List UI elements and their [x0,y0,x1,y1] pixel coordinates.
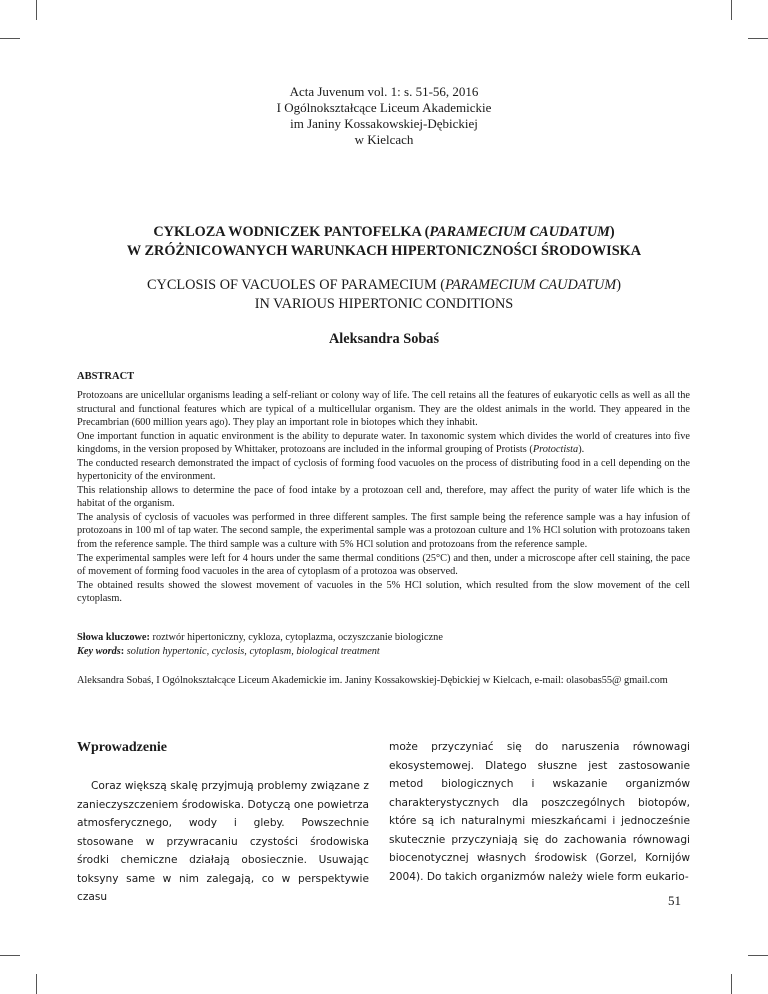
right-column [389,738,690,886]
keywords-text: roztwór hipertoniczny, cykloza, cytoplazma, oczyszczanie biologiczne [149,632,443,643]
abstract-heading: ABSTRACT [77,371,135,382]
keywords-block [77,631,690,658]
abstract-paragraph: The conducted research demonstrated the impact of cyclosis of forming food vacuoles on the process of distributing food in a cell depending on the hypertonicity of the environment. [77,457,690,483]
page-number: 51 [668,893,681,908]
abstract-paragraph: The experimental samples were left for 4 hours under the same thermal conditions (25°C) and then, under a microscope after cell staining, the pace of movement of forming food vacuoles in the area of cytoplasm of a protozoa was observed. [77,552,690,578]
author-name: Aleksandra Sobaś [328,331,440,347]
keywords-polish [77,631,690,645]
abstract-paragraph [77,430,690,457]
title-text: CYKLOZA WODNICZEK PANTOFELKA ( [153,224,430,240]
species-name: PARAMECIUM CAUDATUM [429,224,610,240]
body-paragraph: może przyczyniać się do naruszenia równowagi ekosystemowej. Dlatego słuszne jest zastosowanie metod biologicznych i wskazanie organizmów charakterystycznych dla poszczególnych biotopów, które są ich naturalnymi mieszkańcami i jednocześnie skutecznie przyczyniają się do zachowania równowagi biocenotycznej własnych środowisk (Gorzel, Kornijów 2004). Do takich organizmów należy wiele form eukario- [389,741,690,883]
abstract-body [77,389,690,606]
crop-mark [731,974,732,994]
crop-mark [731,0,732,20]
author-affiliation: Aleksandra Sobaś, I Ogólnokształcące Liceum Akademickie im. Janiny Kossakowskiej-Dębickiej w Kielcach, e-mail: olasobas55@ gmail.com [77,675,668,686]
title-polish [0,223,768,261]
keywords-label: Słowa kluczowe: [77,632,150,643]
crop-mark [748,955,768,956]
journal-header [0,84,768,148]
title-polish-line1 [0,223,768,242]
crop-mark [0,38,20,39]
crop-mark [36,974,37,994]
title-english-line2: IN VARIOUS HIPERTONIC CONDITIONS [254,296,514,312]
section-heading: Wprowadzenie [77,740,167,755]
abstract-text: ). [578,444,585,456]
title-english [0,276,768,314]
title-text: ) [616,277,621,293]
crop-mark [748,38,768,39]
school-name: I Ogólnokształcące Liceum Akademickie [276,100,492,115]
crop-mark [0,955,20,956]
abstract-paragraph: This relationship allows to determine the pace of food intake by a protozoan cell and, therefore, may affect the purity of water life which is the habitat of the organism. [77,484,690,510]
keywords-colon: : [120,645,125,657]
school-city: w Kielcach [354,132,414,147]
school-patron: im Janiny Kossakowskiej-Dębickiej [290,116,478,131]
title-text: CYCLOSIS OF VACUOLES OF PARAMECIUM ( [147,277,446,293]
title-english-line1 [0,276,768,295]
abstract-text: One important function in aquatic environment is the ability to depurate water. In taxonomic system which divides the world of creatures into five kingdoms, in the version proposed by Whittaker, protozoans are included in the informal grouping of Protists ( [77,430,690,456]
title-polish-line2: W ZRÓŻNICOWANYCH WARUNKACH HIPERTONICZNOŚCI ŚRODOWISKA [126,243,642,259]
crop-mark [36,0,37,20]
title-text: ) [609,224,615,240]
abstract-paragraph: The analysis of cyclosis of vacuoles was performed in three different samples. The first sample being the reference sample was a hay infusion of protozoans in 100 ml of tap water. The second sample, the experimental sample was a protozoan culture and 1% HCl solution with protozoans taken from the reference sample. The third sample was a culture with 5% HCl solution and protozoans from the reference sample. [77,511,690,551]
left-column [77,738,369,907]
taxon-name: Protoctista [532,444,579,456]
keywords-text: solution hypertonic, cyclosis, cytoplasm, biological treatment [124,645,380,657]
species-name: PARAMECIUM CAUDATUM [445,277,617,293]
keywords-label: Key words [77,645,121,657]
journal-citation: Acta Juvenum vol. 1: s. 51-56, 2016 [289,84,479,99]
keywords-english [77,645,690,659]
body-paragraph: Coraz większą skalę przyjmują problemy związane z zanieczyszczeniem środowiska. Dotyczą one powietrza atmosferycznego, wody i gleby. Powszechnie stosowane w przywracaniu czystości środowiska środki chemiczne działają obosiecznie. Usuwając toksyny same w nim zalegają, co w perspektywie czasu [77,780,369,903]
abstract-paragraph: The obtained results showed the slowest movement of vacuoles in the 5% HCl solution, which resulted from the slow movement of the cell cytoplasm. [77,579,690,605]
abstract-paragraph: Protozoans are unicellular organisms leading a self-reliant or colony way of life. The cell retains all the features of eukaryotic cells as well as all the structural and functional features which are typical of a multicellular organism. They are the oldest animals in the world. They appeared in the Precambrian (600 million years ago). They play an important role in biotopes which they inhabit. [77,390,690,429]
